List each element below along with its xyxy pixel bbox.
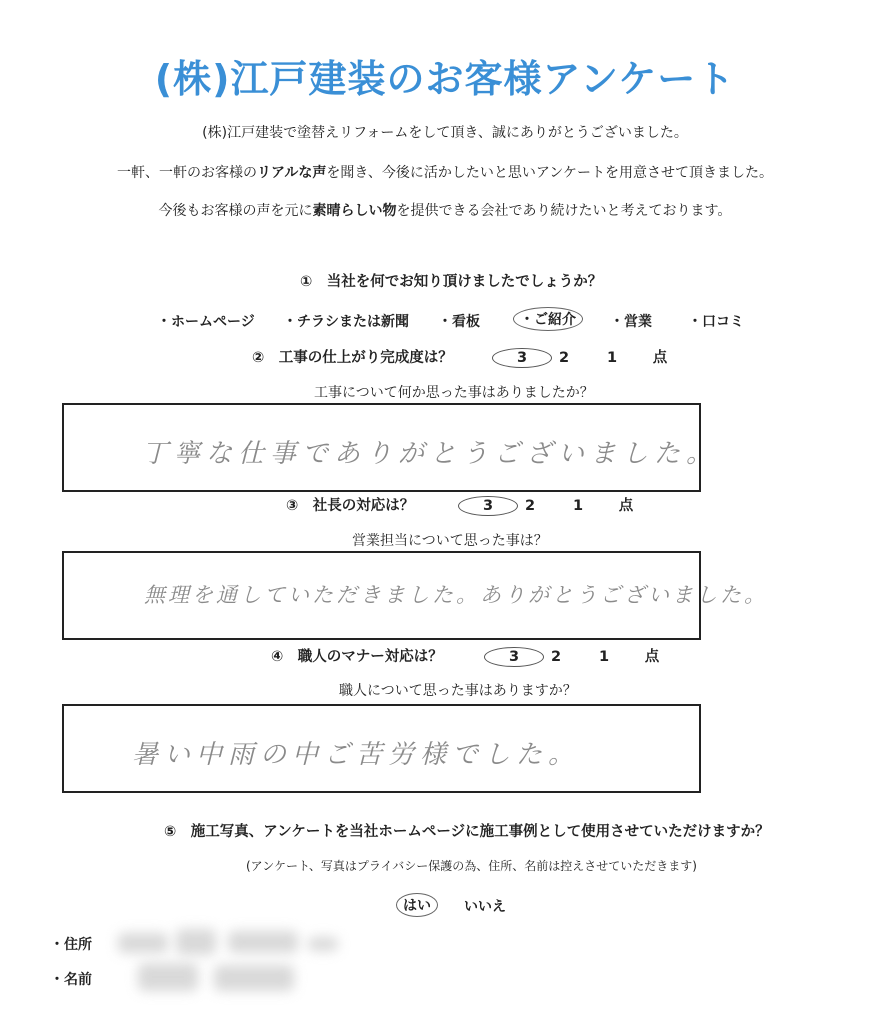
q4-rating-1[interactable]: 1 — [598, 649, 610, 665]
q5-no-option[interactable]: いいえ — [464, 899, 506, 915]
redacted-personal-info — [118, 927, 348, 997]
q3-answer-box[interactable] — [62, 551, 768, 640]
intro-line-2-emph: リアルな声 — [256, 165, 327, 181]
q4-rating — [484, 645, 676, 667]
intro-line-3 — [0, 200, 890, 220]
q2-rating — [492, 346, 684, 368]
q3-label: ③ 社長の対応は？ — [286, 498, 415, 514]
intro-line-3-a: 今後もお客様の声を元に — [158, 203, 313, 219]
q2-comment-prompt: 工事について何か思った事はありましたか？ — [314, 385, 594, 401]
intro-line-2 — [0, 162, 890, 182]
q3-comment-prompt: 営業担当について思った事は？ — [352, 533, 548, 549]
q3-rating-2[interactable]: 2 — [524, 498, 536, 514]
q5-note: (アンケート、写真はプライバシー保護の為、住所、名前は控えさせていただきます) — [246, 859, 697, 873]
q4-rating-3[interactable]: 3 — [484, 647, 544, 667]
q1-option-referral[interactable]: ・ご紹介 — [513, 307, 583, 331]
q1-option-homepage[interactable]: ・ホームページ — [157, 314, 255, 330]
q5-yes-option[interactable]: はい — [396, 893, 438, 917]
q3-answer-text: 無理を通していただきました。ありがとうございました。 — [144, 583, 768, 607]
intro-line-1: (株)江戸建装で塗替えリフォームをして頂き、誠にありがとうございました。 — [202, 125, 688, 141]
page-title: (株)江戸建装のお客様アンケート — [154, 57, 736, 101]
q3-rating-3[interactable]: 3 — [458, 496, 518, 516]
q4-comment-prompt: 職人について思った事はありますか？ — [339, 683, 577, 699]
q2-answer-box[interactable] — [62, 403, 719, 492]
q5-label: ⑤ 施工写真、アンケートを当社ホームページに施工事例として使用させていただけますか？ — [164, 824, 770, 840]
q2-rating-unit: 点 — [652, 350, 668, 366]
name-label: ・名前 — [50, 972, 92, 988]
address-label: ・住所 — [50, 937, 92, 953]
intro-line-2-a: 一軒、一軒のお客様の — [116, 165, 257, 181]
q4-answer-box[interactable] — [62, 704, 701, 793]
q3-rating-1[interactable]: 1 — [572, 498, 584, 514]
q1-option-word-of-mouth[interactable]: ・口コミ — [688, 314, 744, 330]
q2-rating-3[interactable]: 3 — [492, 348, 552, 368]
q2-answer-text: 丁寧な仕事でありがとうございました。 — [142, 439, 719, 469]
q1-option-flyer[interactable]: ・チラシまたは新聞 — [283, 314, 409, 330]
q2-rating-2[interactable]: 2 — [558, 350, 570, 366]
intro-line-3-c: を提供できる会社であり続けたいと考えております。 — [396, 203, 732, 219]
q4-label: ④ 職人のマナー対応は？ — [271, 649, 443, 665]
q1-label: ① 当社を何でお知り頂けましたでしょうか？ — [300, 274, 603, 290]
q1-option-sales[interactable]: ・営業 — [610, 314, 652, 330]
q2-rating-1[interactable]: 1 — [606, 350, 618, 366]
q2-label: ② 工事の仕上がり完成度は？ — [252, 350, 453, 366]
q3-rating — [458, 494, 650, 516]
q3-rating-unit: 点 — [618, 498, 634, 514]
q4-rating-2[interactable]: 2 — [550, 649, 562, 665]
q4-answer-text: 暑い中雨の中ご苦労様でした。 — [132, 740, 581, 770]
intro-line-3-emph: 素晴らしい物 — [312, 203, 397, 219]
q1-option-signboard[interactable]: ・看板 — [438, 314, 480, 330]
intro-line-2-c: を聞き、今後に活かしたいと思いアンケートを用意させて頂きました。 — [326, 165, 774, 181]
q4-rating-unit: 点 — [644, 649, 660, 665]
